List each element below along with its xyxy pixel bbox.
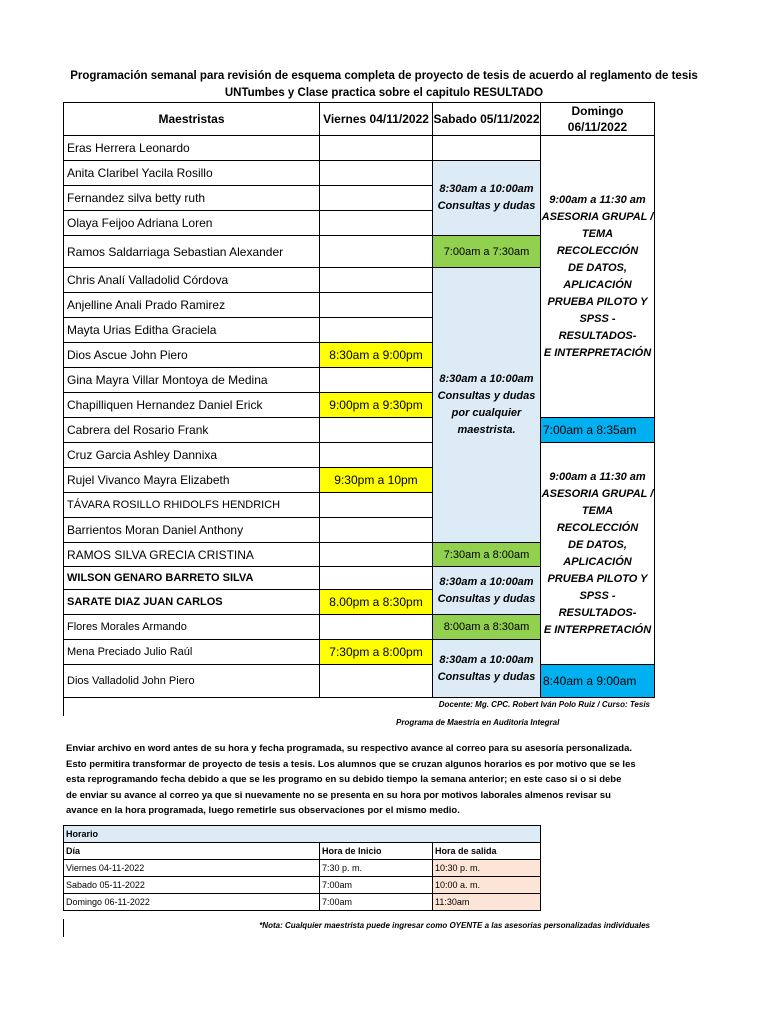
sabado-block-consultas-3: 8:30am a 10:00am Consultas y dudas [433, 567, 541, 615]
header-sabado: Sabado 05/11/2022 [433, 103, 541, 136]
sabado-slot-green: 7:00am a 7:30am [433, 236, 541, 268]
student-name: WILSON GENARO BARRETO SILVA [64, 567, 320, 590]
viernes-cell [320, 418, 433, 443]
sabado-slot-green: 8:00am a 8:30am [433, 615, 541, 640]
viernes-cell [320, 615, 433, 640]
student-name: Ramos Saldarriaga Sebastian Alexander [64, 236, 320, 268]
domingo-slot-cyan: 8:40am a 9:00am [541, 665, 655, 698]
domingo-slot-cyan: 7:00am a 8:35am [541, 418, 655, 443]
left-border-line [63, 698, 64, 716]
sabado-slot-green: 7:30am a 8:00am [433, 543, 541, 567]
student-name: Dios Ascue John Piero [64, 343, 320, 368]
viernes-slot-yellow: 9:30pm a 10pm [320, 468, 433, 493]
nota-footer: *Nota: Cualquier maestrista puede ingresar como OYENTE a las asesorias personalizadas individuales [259, 921, 650, 930]
domingo-block-1: 9:00am a 11:30 am ASESORIA GRUPAL / TEMA RECOLECCIÓN DE DATOS, APLICACIÓN PRUEBA PILOTO Y SPSS - RESULTADOS- E INTERPRETACIÓN [541, 136, 655, 418]
horario-col-salida: Hora de salida [433, 843, 541, 860]
viernes-slot-yellow: 7:30pm a 8:00pm [320, 640, 433, 665]
student-name: Anjelline Anali Prado Ramirez [64, 293, 320, 318]
left-border-line [63, 919, 64, 937]
header-viernes: Viernes 04/11/2022 [320, 103, 433, 136]
student-name: Flores Morales Armando [64, 615, 320, 640]
sabado-block-consultas-2: 8:30am a 10:00am Consultas y dudas por cualquier maestrista. [433, 268, 541, 543]
horario-dia: Domingo 06-11-2022 [64, 894, 320, 911]
student-name: RAMOS SILVA GRECIA CRISTINA [64, 543, 320, 567]
viernes-slot-yellow: 8.00pm a 8:30pm [320, 590, 433, 615]
horario-title: Horario [64, 826, 541, 843]
student-name: Cabrera del Rosario Frank [64, 418, 320, 443]
student-name: Gina Mayra Villar Montoya de Medina [64, 368, 320, 393]
horario-salida: 10:30 p. m. [433, 860, 541, 877]
programa-note: Programa de Maestria en Auditoria Integral [396, 718, 560, 727]
sabado-block-consultas-1: 8:30am a 10:00am Consultas y dudas [433, 161, 541, 236]
student-name: Mena Preciado Julio Raúl [64, 640, 320, 665]
horario-col-dia: Día [64, 843, 320, 860]
viernes-slot-yellow: 9:00pm a 9:30pm [320, 393, 433, 418]
document-title: Programación semanal para revisión de esquema completa de proyecto de tesis de acuerdo al reglamento de tesis UNTumbes y Clase practica sobre el capitulo RESULTADO [70, 70, 698, 99]
student-name: Eras Herrera Leonardo [64, 136, 320, 161]
viernes-cell [320, 268, 433, 293]
viernes-cell [320, 136, 433, 161]
horario-salida: 11:30am [433, 894, 541, 911]
viernes-cell [320, 493, 433, 518]
viernes-cell [320, 236, 433, 268]
horario-salida: 10:00 a. m. [433, 877, 541, 894]
viernes-cell [320, 211, 433, 236]
student-name: Dios Valladolid John Piero [64, 665, 320, 698]
viernes-cell [320, 293, 433, 318]
student-name: SARATE DIAZ JUAN CARLOS [64, 590, 320, 615]
viernes-cell [320, 543, 433, 567]
header-domingo: Domingo 06/11/2022 [541, 103, 655, 136]
header-maestristas: Maestristas [64, 103, 320, 136]
student-name: TÁVARA ROSILLO RHIDOLFS HENDRICH [64, 493, 320, 518]
table-row [64, 894, 541, 911]
student-name: Anita Claribel Yacila Rosillo [64, 161, 320, 186]
instructions-paragraph: Enviar archivo en word antes de su hora y fecha programada, su respectivo avance al correo para su asesoría personalizada. Esto permitira transformar de proyecto de tesis a tesis. Los alumnos que se cruzan algunos horarios es por motivo que se les esta reprogramando fecha debido a que se les programo en su debido tiempo la semana anterior; en este caso si o si debe de enviar su avance al correo ya que si nuevamente no se presenta en su hora por motivos laborales almenos revisar su avance en la hora programada, luego remetirle sus observaciones por el mismo medio. [66, 743, 636, 816]
horario-inicio: 7:00am [320, 877, 433, 894]
horario-col-inicio: Hora de Inicio [320, 843, 433, 860]
horario-dia: Viernes 04-11-2022 [64, 860, 320, 877]
horario-inicio: 7:00am [320, 894, 433, 911]
docente-note: Docente: Mg. CPC. Robert Iván Polo Ruiz / Curso: Tesis [438, 700, 650, 709]
student-name: Chapilliquen Hernandez Daniel Erick [64, 393, 320, 418]
table-row [64, 877, 541, 894]
viernes-cell [320, 368, 433, 393]
student-name: Cruz Garcia Ashley Dannixa [64, 443, 320, 468]
sabado-cell [433, 136, 541, 161]
student-name: Olaya Feijoo Adriana Loren [64, 211, 320, 236]
sabado-block-consultas-4: 8:30am a 10:00am Consultas y dudas [433, 640, 541, 698]
viernes-cell [320, 518, 433, 543]
student-name: Barrientos Moran Daniel Anthony [64, 518, 320, 543]
viernes-cell [320, 318, 433, 343]
table-row [64, 860, 541, 877]
horario-inicio: 7:30 p. m. [320, 860, 433, 877]
viernes-cell [320, 186, 433, 211]
horario-table [63, 825, 541, 911]
viernes-slot-yellow: 8:30am a 9:00pm [320, 343, 433, 368]
viernes-cell [320, 161, 433, 186]
student-name: Chris Analí Valladolid Córdova [64, 268, 320, 293]
schedule-table [63, 102, 655, 698]
student-name: Rujel Vivanco Mayra Elizabeth [64, 468, 320, 493]
viernes-cell [320, 443, 433, 468]
domingo-block-2: 9:00am a 11:30 am ASESORIA GRUPAL / TEMA RECOLECCIÓN DE DATOS, APLICACIÓN PRUEBA PILOTO Y SPSS - RESULTADOS- E INTERPRETACIÓN [541, 443, 655, 665]
student-name: Fernandez silva betty ruth [64, 186, 320, 211]
student-name: Mayta Urias Editha Graciela [64, 318, 320, 343]
viernes-cell [320, 665, 433, 698]
viernes-cell [320, 567, 433, 590]
horario-dia: Sabado 05-11-2022 [64, 877, 320, 894]
